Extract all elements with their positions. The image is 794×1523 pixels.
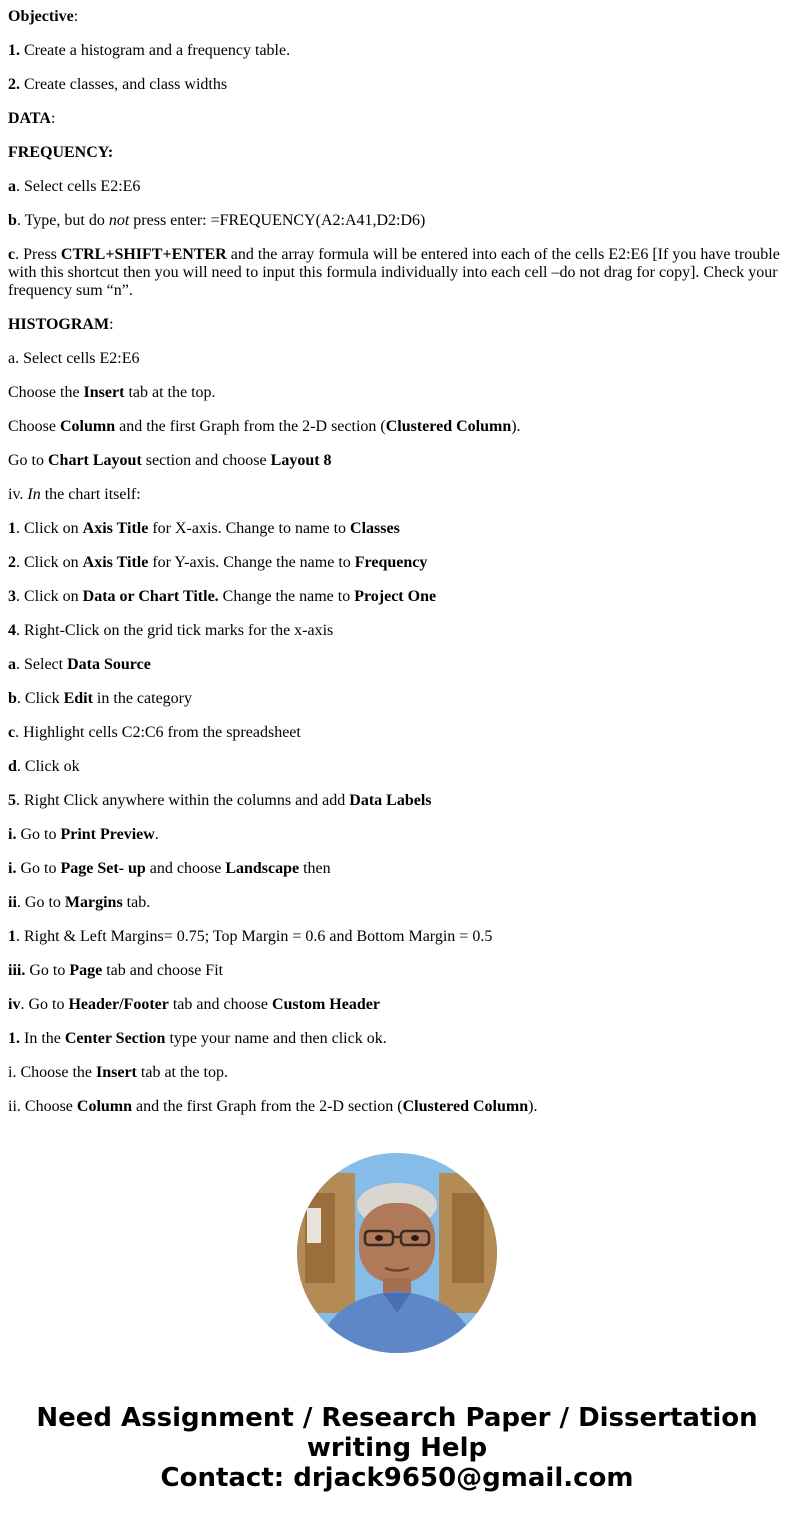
text-run: . Select	[16, 656, 68, 673]
bold-text: c	[8, 724, 16, 741]
bold-text: a	[8, 656, 16, 673]
text-run: Go to	[16, 860, 61, 877]
text-run: and the first Graph from the 2-D section (	[115, 418, 386, 435]
bold-text: b	[8, 690, 17, 707]
bold-text: c	[8, 246, 16, 263]
bold-text: iv	[8, 996, 21, 1013]
bold-text: Page	[69, 962, 103, 979]
instruction-paragraph	[8, 758, 786, 776]
promo-line-1: Need Assignment / Research Paper / Dissertation	[36, 1403, 758, 1433]
text-run: . Click on	[16, 554, 83, 571]
italic-text: In	[27, 486, 41, 503]
instruction-paragraph	[8, 384, 786, 402]
text-run: ii. Choose	[8, 1098, 77, 1115]
text-run: Go to	[8, 452, 48, 469]
text-run: . Go to	[20, 996, 69, 1013]
bold-text: Custom Header	[271, 996, 380, 1013]
text-run: .	[154, 826, 159, 843]
bold-text: Data Source	[67, 656, 151, 673]
text-run: . Click ok	[16, 758, 80, 775]
text-run: tab at the top.	[124, 384, 216, 401]
bold-text: Page Set- up	[60, 860, 146, 877]
instruction-paragraph	[8, 656, 786, 674]
instruction-paragraph	[8, 588, 786, 606]
bold-text: Margins	[64, 894, 123, 911]
instruction-paragraph	[8, 212, 786, 230]
bold-text: Insert	[96, 1064, 137, 1081]
author-avatar	[297, 1153, 497, 1353]
bold-text: 5	[8, 792, 16, 809]
instruction-paragraph	[8, 76, 786, 94]
text-run: for Y-axis. Change the name to	[148, 554, 355, 571]
text-run: . Right Click anywhere within the columns and add	[16, 792, 350, 809]
bold-text: b	[8, 212, 17, 229]
instruction-paragraph	[8, 486, 786, 504]
instruction-paragraph	[8, 8, 786, 26]
text-run: :	[50, 110, 56, 127]
bold-text: i.	[8, 826, 17, 843]
bold-text: a	[8, 178, 16, 195]
bold-text: Edit	[63, 690, 93, 707]
text-run: and the first Graph from the 2-D section (	[132, 1098, 403, 1115]
bold-text: d	[8, 758, 17, 775]
text-run: tab.	[122, 894, 151, 911]
instruction-paragraph	[8, 894, 786, 912]
bold-text: Objective	[8, 8, 74, 25]
instruction-paragraph	[8, 928, 786, 946]
bold-text: i.	[8, 860, 17, 877]
bold-text: 1.	[8, 1030, 20, 1047]
promo-line-2: writing Help	[306, 1433, 488, 1463]
bold-text: Column	[60, 418, 116, 435]
instruction-paragraph	[8, 622, 786, 640]
text-run: . Select cells E2:E6	[16, 178, 141, 195]
bold-text: 3	[8, 588, 16, 605]
bold-text: 2	[8, 554, 16, 571]
bold-text: Classes	[350, 520, 400, 537]
bold-text: Data Labels	[349, 792, 432, 809]
text-run: . Highlight cells C2:C6 from the spreadsheet	[15, 724, 301, 741]
instruction-paragraph	[8, 246, 786, 300]
italic-text: not	[108, 212, 130, 229]
text-run: . Right-Click on the grid tick marks for the x-axis	[16, 622, 334, 639]
bold-text: ii	[8, 894, 17, 911]
text-run: In the	[20, 1030, 65, 1047]
text-run: tab and choose	[168, 996, 272, 1013]
bold-text: Header/Footer	[68, 996, 169, 1013]
document-body	[8, 8, 786, 1116]
text-run: ).	[511, 418, 521, 435]
text-run: . Press	[15, 246, 61, 263]
text-run: tab at the top.	[136, 1064, 228, 1081]
bold-text: 1	[8, 928, 16, 945]
text-run: then	[299, 860, 331, 877]
text-run: . Right & Left Margins= 0.75; Top Margin = 0.6 and Bottom Margin = 0.5	[16, 928, 493, 945]
bold-text: 2.	[8, 76, 20, 93]
bold-text: Print Preview	[60, 826, 155, 843]
instruction-paragraph	[8, 962, 786, 980]
instruction-paragraph	[8, 452, 786, 470]
instruction-paragraph	[8, 42, 786, 60]
instruction-paragraph	[8, 554, 786, 572]
bold-text: DATA	[8, 110, 51, 127]
text-run: . Click on	[16, 520, 83, 537]
text-run: Create classes, and class widths	[20, 76, 228, 93]
instruction-paragraph	[8, 1098, 786, 1116]
bold-text: Axis Title	[82, 520, 149, 537]
text-run: ).	[528, 1098, 538, 1115]
instruction-paragraph	[8, 996, 786, 1014]
text-run: a. Select cells E2:E6	[8, 350, 140, 367]
bold-text: Frequency	[354, 554, 428, 571]
text-run: for X-axis. Change to name to	[148, 520, 351, 537]
text-run: in the category	[92, 690, 192, 707]
text-run: Choose the	[8, 384, 84, 401]
bold-text: 1	[8, 520, 16, 537]
text-run: . Type, but do	[16, 212, 109, 229]
text-run: Go to	[16, 826, 61, 843]
text-run: section and choose	[141, 452, 271, 469]
bold-text: Column	[76, 1098, 133, 1115]
instruction-paragraph	[8, 520, 786, 538]
text-run: :	[73, 8, 79, 25]
instruction-paragraph	[8, 350, 786, 368]
text-run: Change the name to	[218, 588, 355, 605]
bold-text: Layout 8	[270, 452, 332, 469]
bold-text: 4	[8, 622, 16, 639]
bold-text: iii.	[8, 962, 26, 979]
bold-text: 1.	[8, 42, 20, 59]
bold-text: Insert	[83, 384, 125, 401]
instruction-paragraph	[8, 690, 786, 708]
instruction-paragraph	[8, 860, 786, 878]
instruction-paragraph	[8, 178, 786, 196]
promo-banner	[0, 1403, 794, 1493]
text-run: Create a histogram and a frequency table.	[20, 42, 291, 59]
text-run: Choose	[8, 418, 60, 435]
text-run: tab and choose Fit	[102, 962, 224, 979]
text-run: . Go to	[16, 894, 65, 911]
text-run: i. Choose the	[8, 1064, 96, 1081]
bold-text: Data or Chart Title.	[82, 588, 219, 605]
text-run: Go to	[25, 962, 70, 979]
author-portrait	[297, 1153, 497, 1353]
text-run: and choose	[145, 860, 226, 877]
instruction-paragraph	[8, 1064, 786, 1082]
bold-text: Clustered Column	[385, 418, 512, 435]
bold-text: HISTOGRAM	[8, 316, 110, 333]
instruction-paragraph	[8, 418, 786, 436]
instruction-paragraph	[8, 792, 786, 810]
instruction-paragraph	[8, 826, 786, 844]
promo-line-3: Contact: drjack9650@gmail.com	[160, 1463, 634, 1493]
bold-text: Center Section	[64, 1030, 166, 1047]
text-run: type your name and then click ok.	[165, 1030, 387, 1047]
bold-text: Clustered Column	[402, 1098, 529, 1115]
bold-text: Chart Layout	[48, 452, 142, 469]
text-run: press enter: =FREQUENCY(A2:A41,D2:D6)	[129, 212, 426, 229]
bold-text: Axis Title	[82, 554, 149, 571]
instruction-paragraph	[8, 316, 786, 334]
bold-text: Landscape	[225, 860, 300, 877]
text-run: . Click on	[16, 588, 83, 605]
bold-text: FREQUENCY:	[8, 144, 114, 161]
text-run: and the array formula will be entered into each of the cells E2:E6 [If you have trouble with this shortcut then you will need to input this formula individually into each cell –do not drag for copy]. Check your frequency sum “n”.	[8, 246, 780, 299]
text-run: :	[109, 316, 114, 333]
bold-text: Project One	[354, 588, 437, 605]
instruction-paragraph	[8, 1030, 786, 1048]
text-run: iv.	[8, 486, 28, 503]
text-run: the chart itself:	[40, 486, 141, 503]
text-run: . Click	[16, 690, 64, 707]
instruction-paragraph	[8, 144, 786, 162]
instruction-paragraph	[8, 724, 786, 742]
bold-text: CTRL+SHIFT+ENTER	[60, 246, 227, 263]
instruction-paragraph	[8, 110, 786, 128]
